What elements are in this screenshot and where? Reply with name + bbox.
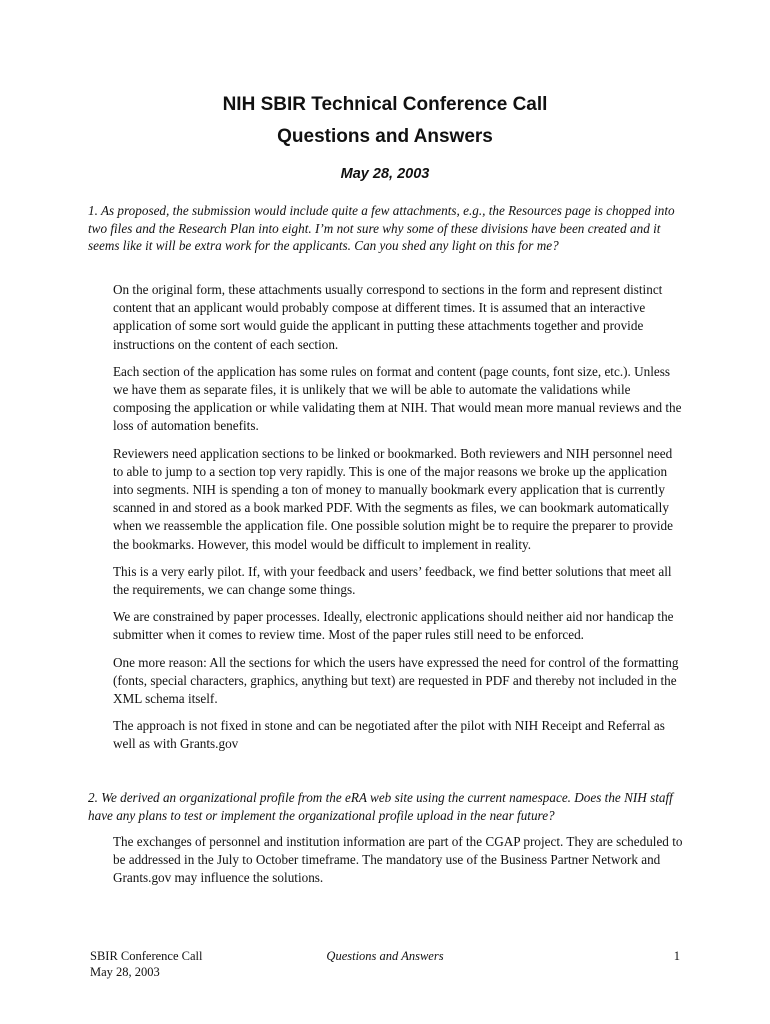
answer-block-1: [113, 281, 685, 763]
answer-paragraph: Reviewers need application sections to be linked or bookmarked. Both reviewers and NIH personnel need to able to jump to a section top very rapidly. This is one of the major reasons we broke up the application into segments. NIH is spending a ton of money to manually bookmark every application that is currently scanned in and stored as a book marked PDF. With the segments as files, we can bookmark automatically when we reassemble the application file. One possible solution might be to require the preparer to provide the bookmarks. However, this model would be difficult to implement in reality.: [113, 445, 673, 552]
answer-paragraph: The exchanges of personnel and institution information are part of the CGAP project. They are scheduled to be addressed in the July to October timeframe. The mandatory use of the Business Partner Network and Grants.gov may influence the solutions.: [113, 834, 683, 886]
answer-block-2: [113, 833, 685, 897]
footer-date: May 28, 2003: [90, 965, 160, 979]
question-2: 2. We derived an organizational profile from the eRA web site using the current namespace. Does the NIH staff have any plans to test or implement the organizational profile upload in the near future?: [88, 790, 673, 823]
answer-paragraph: The approach is not fixed in stone and can be negotiated after the pilot with NIH Receipt and Referral as well as with Grants.gov: [113, 718, 665, 752]
answer-paragraph: We are constrained by paper processes. Ideally, electronic applications should neither aid nor handicap the submitter when it comes to review time. Most of the paper rules still need to be enforced.: [113, 609, 674, 643]
answer-paragraph: One more reason: All the sections for which the users have expressed the need for control of the formatting (fonts, special characters, graphics, anything but text) are requested in PDF and thereby not included in the XML schema itself.: [113, 654, 679, 707]
document-date: May 28, 2003: [340, 166, 430, 182]
page-number: 1: [673, 949, 680, 963]
page-subtitle: Questions and Answers: [277, 126, 493, 147]
question-1: 1. As proposed, the submission would include quite a few attachments, e.g., the Resources page is chopped into two files and the Research Plan into eight. I’m not sure why some of these divisions have been created and it seems like it will be extra work for the applicants. Can you shed any light on this for me?: [88, 203, 675, 254]
footer-center: Questions and Answers: [326, 949, 444, 963]
footer-doc-name: SBIR Conference Call: [90, 949, 203, 963]
page-title: NIH SBIR Technical Conference Call: [222, 94, 548, 115]
answer-paragraph: On the original form, these attachments usually correspond to sections in the form and represent distinct content that an applicant would probably compose at different times. It is assumed that an interactive application of some sort would guide the applicant in putting these attachments together and provide instructions on the content of each section.: [113, 282, 663, 352]
footer-left: [90, 948, 202, 980]
answer-paragraph: Each section of the application has some rules on format and content (page counts, font size, etc.). Unless we have them as separate files, it is unlikely that we will be able to automate the validations while composing the application or while validating them at NIH. That would mean more manual reviews and the loss of automation benefits.: [113, 363, 682, 434]
answer-paragraph: This is a very early pilot. If, with your feedback and users’ feedback, we find better solutions that meet all the requirements, we can change some things.: [113, 563, 672, 598]
